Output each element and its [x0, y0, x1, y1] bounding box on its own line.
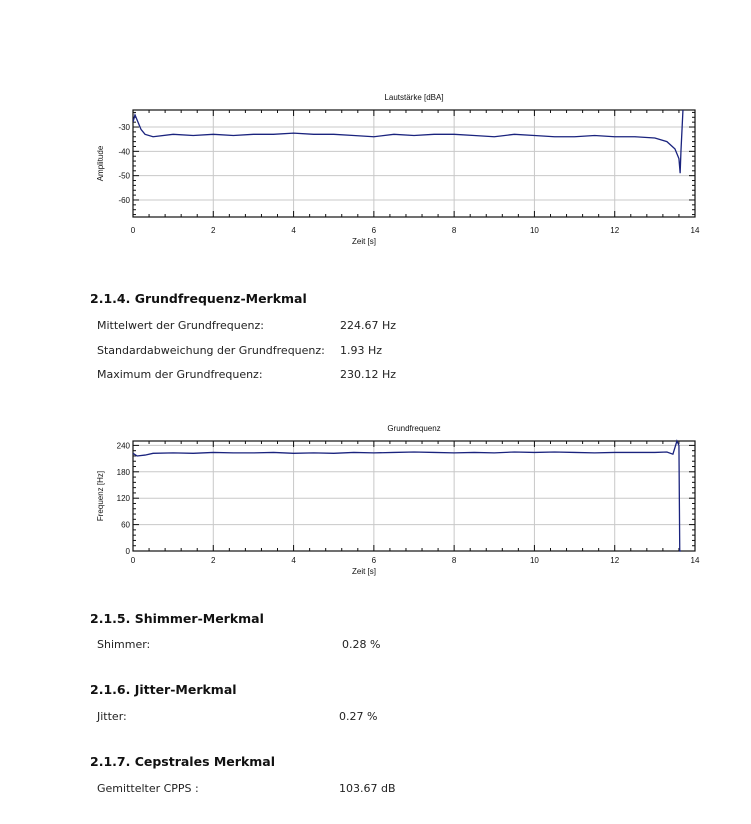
x-tick-label: 0	[130, 556, 136, 565]
y-tick-label: -50	[118, 171, 130, 181]
shimmer-label: Shimmer:	[97, 638, 151, 651]
x-tick-label: 10	[529, 226, 539, 235]
f0-chart	[0, 410, 751, 590]
jitter-label: Jitter:	[97, 710, 127, 723]
y-tick-label: -60	[118, 195, 130, 205]
loudness-chart	[0, 0, 751, 260]
y-axis-label: Frequenz [Hz]	[96, 470, 105, 522]
y-axis-label: Amplitude	[96, 145, 105, 182]
shimmer-section-title: 2.1.5. Shimmer-Merkmal	[90, 611, 264, 626]
plot-frame	[133, 110, 695, 217]
x-tick-label: 2	[211, 226, 216, 235]
series-line	[133, 110, 683, 173]
f0-max-label: Maximum der Grundfrequenz:	[97, 368, 263, 381]
y-tick-label: -40	[118, 147, 130, 157]
x-tick-label: 8	[451, 556, 457, 565]
f0-std-label: Standardabweichung der Grundfrequenz:	[97, 344, 325, 357]
x-tick-label: 2	[211, 556, 216, 565]
series-line	[133, 441, 681, 551]
cpps-value: 103.67 dB	[339, 782, 396, 795]
plot-frame	[133, 441, 695, 551]
cpps-label: Gemittelter CPPS :	[97, 782, 199, 795]
x-tick-label: 10	[529, 556, 539, 565]
x-tick-label: 14	[690, 226, 700, 235]
y-tick-label: 120	[116, 494, 130, 504]
y-tick-label: 180	[116, 467, 130, 477]
x-tick-label: 4	[291, 556, 296, 565]
f0-max-value: 230.12 Hz	[340, 368, 397, 381]
x-tick-label: 12	[610, 556, 620, 565]
f0-chart-svg	[0, 410, 751, 590]
loudness-chart-svg	[0, 0, 751, 260]
x-tick-label: 6	[371, 556, 377, 565]
x-tick-label: 6	[371, 226, 377, 235]
x-tick-label: 14	[690, 556, 700, 565]
grundfrequenz-section-title: 2.1.4. Grundfrequenz-Merkmal	[90, 291, 307, 306]
f0-std-value: 1.93 Hz	[340, 344, 383, 357]
x-axis-label: Zeit [s]	[351, 237, 377, 246]
chart-title: Grundfrequenz	[387, 424, 441, 433]
y-tick-label: 60	[121, 520, 130, 530]
chart-title: Lautstärke [dBA]	[384, 93, 444, 102]
y-tick-label: 240	[116, 441, 130, 451]
f0-mean-label: Mittelwert der Grundfrequenz:	[97, 319, 264, 332]
y-tick-label: 0	[125, 547, 130, 556]
x-tick-label: 0	[130, 226, 136, 235]
x-tick-label: 8	[451, 226, 457, 235]
x-axis-label: Zeit [s]	[351, 567, 377, 576]
y-tick-label: -30	[118, 123, 130, 133]
shimmer-value: 0.28 %	[342, 638, 381, 651]
cepstral-section-title: 2.1.7. Cepstrales Merkmal	[90, 754, 275, 769]
jitter-value: 0.27 %	[339, 710, 378, 723]
jitter-section-title: 2.1.6. Jitter-Merkmal	[90, 682, 237, 697]
x-tick-label: 4	[291, 226, 296, 235]
x-tick-label: 12	[610, 226, 620, 235]
f0-mean-value: 224.67 Hz	[340, 319, 397, 332]
